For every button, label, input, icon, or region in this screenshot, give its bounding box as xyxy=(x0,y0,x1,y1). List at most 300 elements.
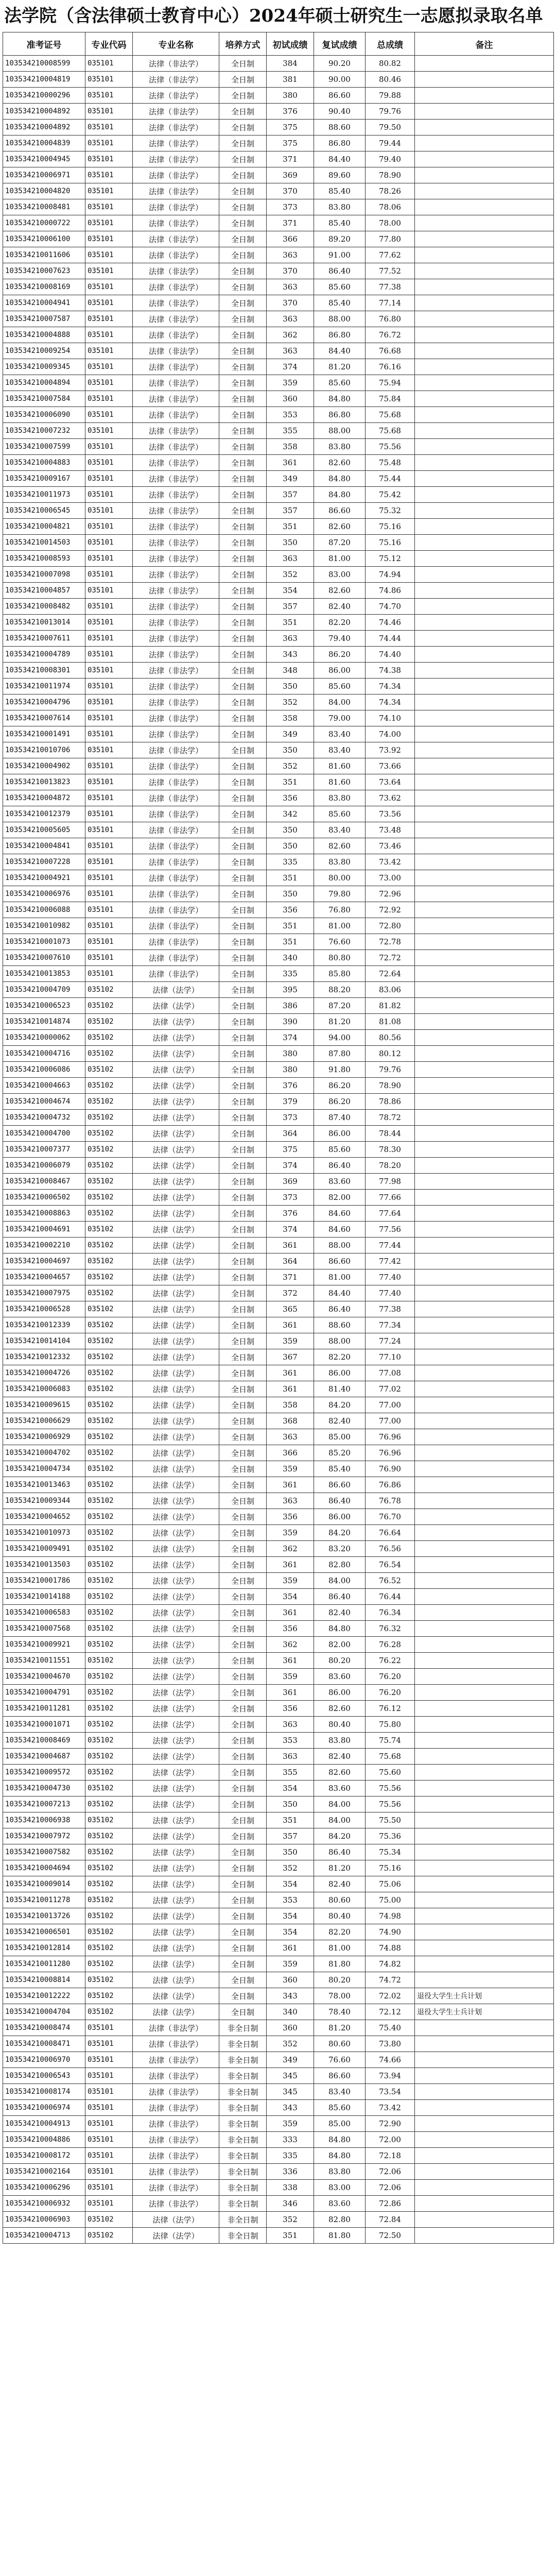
remarks-cell xyxy=(415,1781,554,1797)
total-score-cell: 76.96 xyxy=(366,1429,415,1445)
major-code-cell: 035102 xyxy=(85,1701,133,1717)
remarks-cell xyxy=(415,1014,554,1030)
major-name-cell: 法律（非法学） xyxy=(133,854,219,870)
initial-score-cell: 354 xyxy=(267,1908,314,1924)
exam-id-cell: 103534210006903 xyxy=(3,2212,85,2228)
remarks-cell xyxy=(415,1605,554,1621)
retest-score-cell: 83.60 xyxy=(314,1174,366,1190)
study-mode-cell: 全日制 xyxy=(219,599,267,615)
major-code-cell: 035101 xyxy=(85,167,133,183)
exam-id-cell: 103534210007587 xyxy=(3,311,85,327)
initial-score-cell: 372 xyxy=(267,1285,314,1301)
remarks-cell xyxy=(415,1733,554,1749)
remarks-cell xyxy=(415,663,554,679)
major-name-cell: 法律（非法学） xyxy=(133,631,219,647)
table-row xyxy=(3,950,554,966)
retest-score-cell: 81.20 xyxy=(314,359,366,375)
retest-score-cell: 81.60 xyxy=(314,774,366,790)
initial-score-cell: 336 xyxy=(267,2164,314,2180)
major-name-cell: 法律（非法学） xyxy=(133,263,219,279)
table-row xyxy=(3,2132,554,2148)
study-mode-cell: 全日制 xyxy=(219,934,267,950)
retest-score-cell: 84.60 xyxy=(314,1222,366,1238)
total-score-cell: 73.42 xyxy=(366,854,415,870)
page-title: 法学院（含法律硕士教育中心）2024年硕士研究生一志愿拟录取名单 xyxy=(4,6,543,26)
major-code-cell: 035101 xyxy=(85,2132,133,2148)
initial-score-cell: 361 xyxy=(267,1317,314,1333)
exam-id-cell: 103534210004709 xyxy=(3,982,85,998)
exam-id-cell: 103534210009254 xyxy=(3,343,85,359)
study-mode-cell: 全日制 xyxy=(219,1301,267,1317)
initial-score-cell: 343 xyxy=(267,1988,314,2004)
major-name-cell: 法律（法学） xyxy=(133,1988,219,2004)
total-score-cell: 77.42 xyxy=(366,1253,415,1269)
major-name-cell: 法律（法学） xyxy=(133,1110,219,1126)
retest-score-cell: 83.40 xyxy=(314,2084,366,2100)
total-score-cell: 75.68 xyxy=(366,1749,415,1765)
total-score-cell: 74.38 xyxy=(366,663,415,679)
total-score-cell: 73.94 xyxy=(366,2068,415,2084)
initial-score-cell: 370 xyxy=(267,295,314,311)
major-code-cell: 035102 xyxy=(85,1956,133,1972)
total-score-cell: 73.42 xyxy=(366,2100,415,2116)
major-code-cell: 035101 xyxy=(85,758,133,774)
study-mode-cell: 全日制 xyxy=(219,822,267,838)
total-score-cell: 72.72 xyxy=(366,950,415,966)
remarks-cell xyxy=(415,854,554,870)
study-mode-cell: 非全日制 xyxy=(219,2100,267,2116)
study-mode-cell: 全日制 xyxy=(219,327,267,343)
major-name-cell: 法律（法学） xyxy=(133,1541,219,1557)
total-score-cell: 72.86 xyxy=(366,2196,415,2212)
initial-score-cell: 361 xyxy=(267,1238,314,1253)
major-code-cell: 035102 xyxy=(85,1413,133,1429)
initial-score-cell: 350 xyxy=(267,1797,314,1812)
retest-score-cell: 83.00 xyxy=(314,2180,366,2196)
study-mode-cell: 全日制 xyxy=(219,567,267,583)
total-score-cell: 77.80 xyxy=(366,231,415,247)
retest-score-cell: 80.60 xyxy=(314,2036,366,2052)
major-name-cell: 法律（法学） xyxy=(133,1860,219,1876)
retest-score-cell: 87.40 xyxy=(314,1110,366,1126)
initial-score-cell: 376 xyxy=(267,1206,314,1222)
study-mode-cell: 全日制 xyxy=(219,135,267,151)
study-mode-cell: 全日制 xyxy=(219,1094,267,1110)
major-code-cell: 035102 xyxy=(85,1669,133,1685)
retest-score-cell: 83.60 xyxy=(314,1669,366,1685)
column-header-initial-score: 初试成绩 xyxy=(267,32,314,56)
retest-score-cell: 83.80 xyxy=(314,790,366,806)
exam-id-cell: 103534210008174 xyxy=(3,2084,85,2100)
total-score-cell: 76.16 xyxy=(366,359,415,375)
study-mode-cell: 全日制 xyxy=(219,806,267,822)
retest-score-cell: 86.60 xyxy=(314,503,366,519)
exam-id-cell: 103534210000296 xyxy=(3,88,85,104)
initial-score-cell: 360 xyxy=(267,2020,314,2036)
table-row xyxy=(3,215,554,231)
initial-score-cell: 363 xyxy=(267,311,314,327)
major-name-cell: 法律（非法学） xyxy=(133,503,219,519)
major-name-cell: 法律（非法学） xyxy=(133,790,219,806)
retest-score-cell: 86.40 xyxy=(314,1158,366,1174)
total-score-cell: 76.72 xyxy=(366,327,415,343)
initial-score-cell: 333 xyxy=(267,2132,314,2148)
initial-score-cell: 356 xyxy=(267,790,314,806)
major-code-cell: 035101 xyxy=(85,631,133,647)
initial-score-cell: 359 xyxy=(267,2116,314,2132)
major-code-cell: 035101 xyxy=(85,710,133,726)
initial-score-cell: 349 xyxy=(267,2052,314,2068)
total-score-cell: 72.12 xyxy=(366,2004,415,2020)
retest-score-cell: 82.40 xyxy=(314,1605,366,1621)
initial-score-cell: 335 xyxy=(267,2148,314,2164)
study-mode-cell: 全日制 xyxy=(219,1956,267,1972)
major-code-cell: 035101 xyxy=(85,279,133,295)
initial-score-cell: 346 xyxy=(267,2196,314,2212)
initial-score-cell: 370 xyxy=(267,183,314,199)
major-name-cell: 法律（非法学） xyxy=(133,359,219,375)
exam-id-cell: 103534210006629 xyxy=(3,1413,85,1429)
initial-score-cell: 338 xyxy=(267,2180,314,2196)
study-mode-cell: 非全日制 xyxy=(219,2020,267,2036)
major-code-cell: 035101 xyxy=(85,950,133,966)
major-code-cell: 035102 xyxy=(85,1988,133,2004)
major-name-cell: 法律（法学） xyxy=(133,2212,219,2228)
table-row xyxy=(3,2148,554,2164)
major-name-cell: 法律（非法学） xyxy=(133,2132,219,2148)
initial-score-cell: 395 xyxy=(267,982,314,998)
total-score-cell: 75.74 xyxy=(366,1733,415,1749)
column-header-remarks: 备注 xyxy=(415,32,554,56)
total-score-cell: 76.80 xyxy=(366,311,415,327)
table-row xyxy=(3,567,554,583)
initial-score-cell: 358 xyxy=(267,710,314,726)
table-row xyxy=(3,1222,554,1238)
study-mode-cell: 全日制 xyxy=(219,1333,267,1349)
major-name-cell: 法律（非法学） xyxy=(133,934,219,950)
table-row xyxy=(3,1477,554,1493)
retest-score-cell: 82.60 xyxy=(314,519,366,535)
remarks-cell xyxy=(415,1589,554,1605)
major-name-cell: 法律（非法学） xyxy=(133,599,219,615)
total-score-cell: 77.52 xyxy=(366,263,415,279)
table-row xyxy=(3,375,554,391)
total-score-cell: 75.06 xyxy=(366,1876,415,1892)
major-code-cell: 035102 xyxy=(85,1062,133,1078)
exam-id-cell: 103534210004730 xyxy=(3,1781,85,1797)
remarks-cell xyxy=(415,231,554,247)
retest-score-cell: 86.00 xyxy=(314,663,366,679)
major-name-cell: 法律（法学） xyxy=(133,1317,219,1333)
remarks-cell xyxy=(415,1461,554,1477)
remarks-cell xyxy=(415,2196,554,2212)
total-score-cell: 76.54 xyxy=(366,1557,415,1573)
study-mode-cell: 全日制 xyxy=(219,391,267,407)
major-code-cell: 035102 xyxy=(85,1940,133,1956)
exam-id-cell: 103534210006090 xyxy=(3,407,85,423)
remarks-cell xyxy=(415,1509,554,1525)
remarks-cell xyxy=(415,679,554,694)
exam-id-cell: 103534210006976 xyxy=(3,886,85,902)
study-mode-cell: 全日制 xyxy=(219,710,267,726)
retest-score-cell: 85.00 xyxy=(314,2116,366,2132)
total-score-cell: 75.68 xyxy=(366,423,415,439)
initial-score-cell: 358 xyxy=(267,439,314,455)
exam-id-cell: 103534210007232 xyxy=(3,423,85,439)
table-row xyxy=(3,183,554,199)
retest-score-cell: 88.60 xyxy=(314,120,366,135)
study-mode-cell: 全日制 xyxy=(219,1014,267,1030)
exam-id-cell: 103534210006100 xyxy=(3,231,85,247)
retest-score-cell: 79.00 xyxy=(314,710,366,726)
table-row xyxy=(3,2020,554,2036)
retest-score-cell: 80.40 xyxy=(314,1717,366,1733)
exam-id-cell: 103534210006083 xyxy=(3,1381,85,1397)
study-mode-cell: 全日制 xyxy=(219,663,267,679)
major-code-cell: 035101 xyxy=(85,647,133,663)
table-row xyxy=(3,663,554,679)
table-body xyxy=(3,56,554,2244)
remarks-cell xyxy=(415,982,554,998)
study-mode-cell: 非全日制 xyxy=(219,2180,267,2196)
remarks-cell xyxy=(415,647,554,663)
table-row xyxy=(3,1812,554,1828)
exam-id-cell: 103534210000722 xyxy=(3,215,85,231)
study-mode-cell: 全日制 xyxy=(219,1253,267,1269)
table-row xyxy=(3,2116,554,2132)
total-score-cell: 75.00 xyxy=(366,1892,415,1908)
study-mode-cell: 全日制 xyxy=(219,247,267,263)
major-name-cell: 法律（非法学） xyxy=(133,710,219,726)
retest-score-cell: 86.40 xyxy=(314,1844,366,1860)
retest-score-cell: 87.20 xyxy=(314,998,366,1014)
major-name-cell: 法律（法学） xyxy=(133,1477,219,1493)
exam-id-cell: 103534210013853 xyxy=(3,966,85,982)
retest-score-cell: 83.80 xyxy=(314,199,366,215)
major-name-cell: 法律（法学） xyxy=(133,1589,219,1605)
remarks-cell xyxy=(415,551,554,567)
initial-score-cell: 350 xyxy=(267,679,314,694)
major-code-cell: 035101 xyxy=(85,151,133,167)
study-mode-cell: 全日制 xyxy=(219,1988,267,2004)
initial-score-cell: 361 xyxy=(267,1381,314,1397)
exam-id-cell: 103534210004674 xyxy=(3,1094,85,1110)
remarks-cell xyxy=(415,758,554,774)
study-mode-cell: 全日制 xyxy=(219,1557,267,1573)
table-row xyxy=(3,1988,554,2004)
major-name-cell: 法律（非法学） xyxy=(133,167,219,183)
total-score-cell: 73.56 xyxy=(366,806,415,822)
major-code-cell: 035101 xyxy=(85,423,133,439)
exam-id-cell: 103534210004691 xyxy=(3,1222,85,1238)
table-row xyxy=(3,167,554,183)
retest-score-cell: 76.60 xyxy=(314,934,366,950)
remarks-cell xyxy=(415,2100,554,2116)
retest-score-cell: 86.80 xyxy=(314,407,366,423)
remarks-cell xyxy=(415,215,554,231)
initial-score-cell: 352 xyxy=(267,694,314,710)
table-row xyxy=(3,1685,554,1701)
exam-id-cell: 103534210009344 xyxy=(3,1493,85,1509)
exam-id-cell: 103534210008863 xyxy=(3,1206,85,1222)
major-code-cell: 035102 xyxy=(85,2228,133,2244)
total-score-cell: 78.86 xyxy=(366,1094,415,1110)
table-row xyxy=(3,1078,554,1094)
table-row xyxy=(3,870,554,886)
exam-id-cell: 103534210007213 xyxy=(3,1797,85,1812)
study-mode-cell: 全日制 xyxy=(219,902,267,918)
initial-score-cell: 362 xyxy=(267,1637,314,1653)
remarks-cell xyxy=(415,1557,554,1573)
total-score-cell: 78.06 xyxy=(366,199,415,215)
total-score-cell: 72.80 xyxy=(366,918,415,934)
total-score-cell: 75.50 xyxy=(366,1812,415,1828)
exam-id-cell: 103534210009921 xyxy=(3,1637,85,1653)
exam-id-cell: 103534210001071 xyxy=(3,1717,85,1733)
remarks-cell xyxy=(415,407,554,423)
table-row xyxy=(3,295,554,311)
initial-score-cell: 360 xyxy=(267,391,314,407)
initial-score-cell: 354 xyxy=(267,583,314,599)
total-score-cell: 76.32 xyxy=(366,1621,415,1637)
remarks-cell xyxy=(415,710,554,726)
retest-score-cell: 88.00 xyxy=(314,1238,366,1253)
total-score-cell: 75.12 xyxy=(366,551,415,567)
major-code-cell: 035102 xyxy=(85,1685,133,1701)
exam-id-cell: 103534210004883 xyxy=(3,455,85,471)
remarks-cell xyxy=(415,199,554,215)
initial-score-cell: 350 xyxy=(267,822,314,838)
exam-id-cell: 103534210010706 xyxy=(3,742,85,758)
exam-id-cell: 103534210011280 xyxy=(3,1956,85,1972)
total-score-cell: 74.40 xyxy=(366,647,415,663)
major-name-cell: 法律（非法学） xyxy=(133,551,219,567)
study-mode-cell: 全日制 xyxy=(219,998,267,1014)
major-code-cell: 035101 xyxy=(85,56,133,72)
major-code-cell: 035102 xyxy=(85,1046,133,1062)
retest-score-cell: 84.00 xyxy=(314,1812,366,1828)
major-name-cell: 法律（法学） xyxy=(133,1765,219,1781)
major-name-cell: 法律（法学） xyxy=(133,1445,219,1461)
total-score-cell: 77.00 xyxy=(366,1413,415,1429)
major-code-cell: 035102 xyxy=(85,1477,133,1493)
exam-id-cell: 103534210004857 xyxy=(3,583,85,599)
major-code-cell: 035102 xyxy=(85,1908,133,1924)
total-score-cell: 73.64 xyxy=(366,774,415,790)
retest-score-cell: 84.40 xyxy=(314,1285,366,1301)
major-name-cell: 法律（法学） xyxy=(133,1876,219,1892)
exam-id-cell: 103534210012332 xyxy=(3,1349,85,1365)
exam-id-cell: 103534210008593 xyxy=(3,551,85,567)
initial-score-cell: 371 xyxy=(267,1269,314,1285)
study-mode-cell: 全日制 xyxy=(219,1046,267,1062)
initial-score-cell: 350 xyxy=(267,1844,314,1860)
remarks-cell xyxy=(415,295,554,311)
table-row xyxy=(3,407,554,423)
exam-id-cell: 103534210008482 xyxy=(3,599,85,615)
retest-score-cell: 85.60 xyxy=(314,279,366,295)
major-code-cell: 035102 xyxy=(85,1222,133,1238)
major-name-cell: 法律（非法学） xyxy=(133,199,219,215)
major-code-cell: 035102 xyxy=(85,1525,133,1541)
study-mode-cell: 全日制 xyxy=(219,183,267,199)
total-score-cell: 75.56 xyxy=(366,1797,415,1812)
remarks-cell xyxy=(415,2180,554,2196)
remarks-cell xyxy=(415,2036,554,2052)
retest-score-cell: 89.20 xyxy=(314,231,366,247)
study-mode-cell: 全日制 xyxy=(219,151,267,167)
total-score-cell: 76.68 xyxy=(366,343,415,359)
initial-score-cell: 351 xyxy=(267,918,314,934)
exam-id-cell: 103534210011974 xyxy=(3,679,85,694)
table-row xyxy=(3,391,554,407)
study-mode-cell: 全日制 xyxy=(219,1461,267,1477)
remarks-cell xyxy=(415,439,554,455)
major-name-cell: 法律（非法学） xyxy=(133,519,219,535)
retest-score-cell: 83.40 xyxy=(314,822,366,838)
total-score-cell: 76.20 xyxy=(366,1669,415,1685)
column-header-study-mode: 培养方式 xyxy=(219,32,267,56)
major-name-cell: 法律（法学） xyxy=(133,1142,219,1158)
table-row xyxy=(3,263,554,279)
remarks-cell xyxy=(415,1062,554,1078)
major-name-cell: 法律（法学） xyxy=(133,1413,219,1429)
major-name-cell: 法律（法学） xyxy=(133,1509,219,1525)
initial-score-cell: 357 xyxy=(267,599,314,615)
major-code-cell: 035102 xyxy=(85,1142,133,1158)
retest-score-cell: 83.40 xyxy=(314,742,366,758)
major-name-cell: 法律（非法学） xyxy=(133,407,219,423)
table-row xyxy=(3,934,554,950)
major-code-cell: 035102 xyxy=(85,982,133,998)
study-mode-cell: 全日制 xyxy=(219,1525,267,1541)
table-row xyxy=(3,135,554,151)
retest-score-cell: 82.20 xyxy=(314,615,366,631)
exam-id-cell: 103534210007568 xyxy=(3,1621,85,1637)
major-code-cell: 035101 xyxy=(85,407,133,423)
study-mode-cell: 全日制 xyxy=(219,742,267,758)
major-name-cell: 法律（非法学） xyxy=(133,343,219,359)
major-code-cell: 035101 xyxy=(85,886,133,902)
study-mode-cell: 全日制 xyxy=(219,694,267,710)
table-row xyxy=(3,56,554,72)
major-name-cell: 法律（法学） xyxy=(133,1749,219,1765)
initial-score-cell: 381 xyxy=(267,72,314,88)
study-mode-cell: 全日制 xyxy=(219,1972,267,1988)
major-code-cell: 035102 xyxy=(85,1206,133,1222)
major-name-cell: 法律（法学） xyxy=(133,1797,219,1812)
retest-score-cell: 85.60 xyxy=(314,806,366,822)
exam-id-cell: 103534210004892 xyxy=(3,104,85,120)
retest-score-cell: 88.00 xyxy=(314,1333,366,1349)
study-mode-cell: 非全日制 xyxy=(219,2196,267,2212)
initial-score-cell: 364 xyxy=(267,1253,314,1269)
major-code-cell: 035102 xyxy=(85,1238,133,1253)
study-mode-cell: 全日制 xyxy=(219,726,267,742)
remarks-cell xyxy=(415,950,554,966)
exam-id-cell: 103534210011278 xyxy=(3,1892,85,1908)
study-mode-cell: 全日制 xyxy=(219,854,267,870)
exam-id-cell: 103534210006528 xyxy=(3,1301,85,1317)
total-score-cell: 77.62 xyxy=(366,247,415,263)
total-score-cell: 80.56 xyxy=(366,1030,415,1046)
major-code-cell: 035102 xyxy=(85,1621,133,1637)
table-row xyxy=(3,1158,554,1174)
remarks-cell xyxy=(415,615,554,631)
remarks-cell xyxy=(415,838,554,854)
exam-id-cell: 103534210007584 xyxy=(3,391,85,407)
retest-score-cell: 84.00 xyxy=(314,1573,366,1589)
